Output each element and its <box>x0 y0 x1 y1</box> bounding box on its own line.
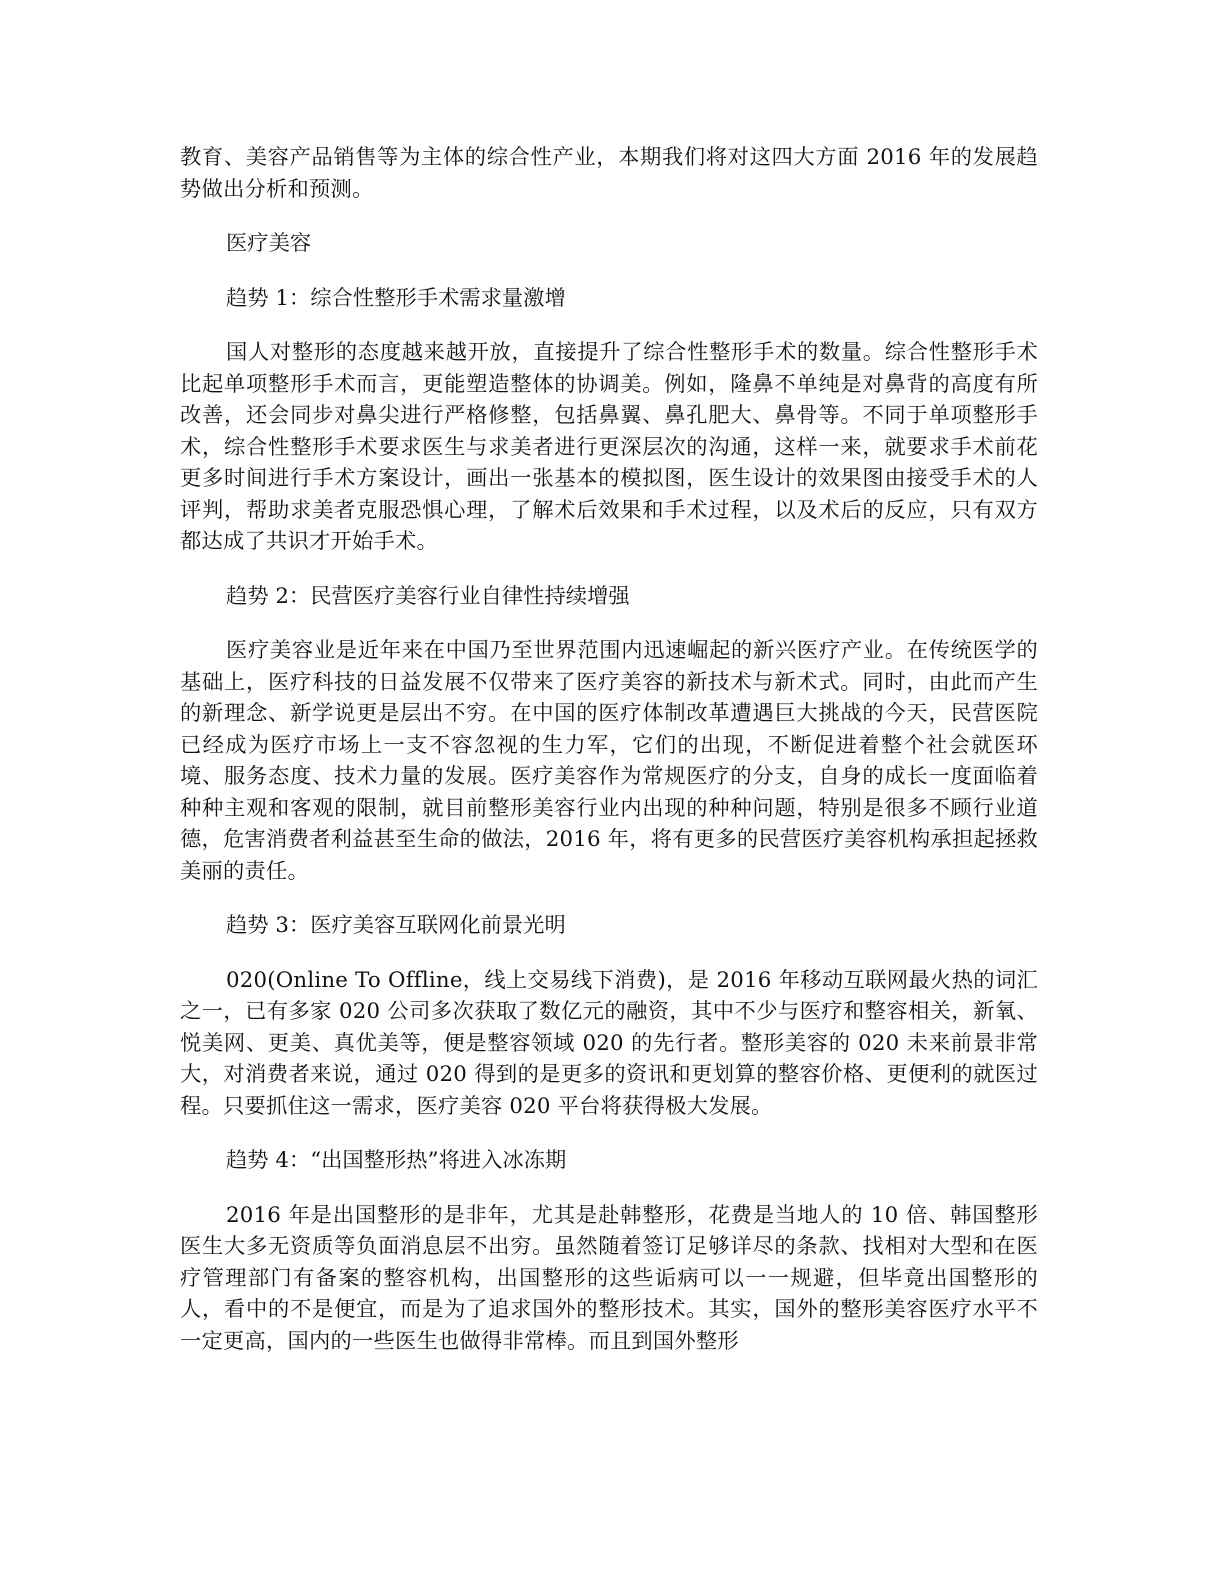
trend-2-paragraph: 医疗美容业是近年来在中国乃至世界范围内迅速崛起的新兴医疗产业。在传统医学的基础上，医疗科技的日益发展不仅带来了医疗美容的新技术与新术式。同时，由此而产生的新理念、新学说更是层出不穷。在中国的医疗体制改革遭遇巨大挑战的今天，民营医院已经成为医疗市场上一支不容忽视的生力军，它们的出现，不断促进着整个社会就医环境、服务态度、技术力量的发展。医疗美容作为常规医疗的分支，自身的成长一度面临着种种主观和客观的限制，就目前整形美容行业内出现的种种问题，特别是很多不顾行业道德，危害消费者利益甚至生命的做法，2016 年，将有更多的民营医疗美容机构承担起拯救美丽的责任。 <box>180 638 1038 884</box>
trend-1-paragraph: 国人对整形的态度越来越开放，直接提升了综合性整形手术的数量。综合性整形手术比起单项整形手术而言，更能塑造整体的协调美。例如，隆鼻不单纯是对鼻背的高度有所改善，还会同步对鼻尖进行严格修整，包括鼻翼、鼻孔肥大、鼻骨等。不同于单项整形手术，综合性整形手术要求医生与求美者进行更深层次的沟通，这样一来，就要求手术前花更多时间进行手术方案设计，画出一张基本的模拟图，医生设计的效果图由接受手术的人评判，帮助求美者克服恐惧心理，了解术后效果和手术过程，以及术后的反应，只有双方都达成了共识才开始手术。 <box>180 340 1038 554</box>
trend-4-paragraph: 2016 年是出国整形的是非年，尤其是赴韩整形，花费是当地人的 10 倍、韩国整形医生大多无资质等负面消息层不出穷。虽然随着签订足够详尽的条款、找相对大型和在医疗管理部门有备案的整容机构，出国整形的这些诟病可以一一规避，但毕竟出国整形的人，看中的不是便宜，而是为了追求国外的整形技术。其实，国外的整形美容医疗水平不一定更高，国内的一些医生也做得非常棒。而且到国外整形 <box>180 1202 1038 1354</box>
trend-3-heading: 趋势 3：医疗美容互联网化前景光明 <box>226 913 566 938</box>
trend-1-heading: 趋势 1：综合性整形手术需求量激增 <box>226 285 566 311</box>
intro-paragraph: 教育、美容产品销售等为主体的综合性产业，本期我们将对这四大方面 2016 年的发展趋势做出分析和预测。 <box>180 145 1038 202</box>
document-page <box>180 142 1038 1380</box>
trend-2-heading: 趋势 2：民营医疗美容行业自律性持续增强 <box>226 583 630 609</box>
trend-3-paragraph: 020(Online To Offline，线上交易线下消费)，是 2016 年移动互联网最火热的词汇之一，已有多家 020 公司多次获取了数亿元的融资，其中不少与医疗和整容相关，新氧、悦美网、更美、真优美等，便是整容领域 020 的先行者。整形美容的 020 未来前景非常大，对消费者来说，通过 020 得到的是更多的资讯和更划算的整容价格、更便利的就医过程。只要抓住这一需求，医疗美容 020 平台将获得极大发展。 <box>180 967 1038 1119</box>
section-heading: 医疗美容 <box>226 231 312 256</box>
trend-4-heading: 趋势 4：“出国整形热”将进入冰冻期 <box>226 1148 567 1173</box>
